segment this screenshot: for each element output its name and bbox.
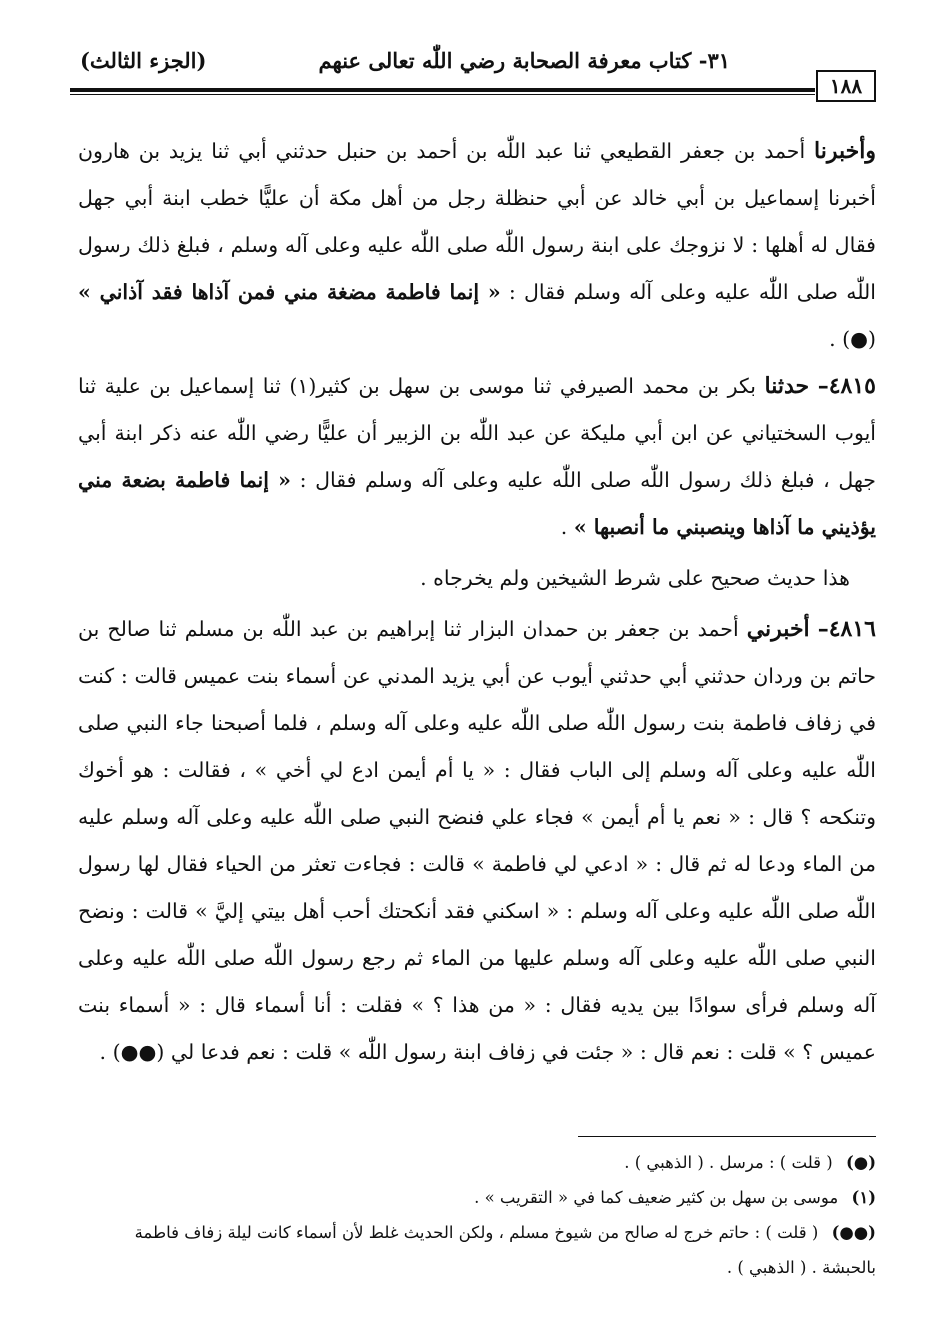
main-text [78, 128, 876, 1076]
authentication-note: هذا حديث صحيح على شرط الشيخين ولم يخرجاه . [420, 566, 850, 590]
page-number-text: ١٨٨ [829, 74, 863, 98]
paragraph-text: أحمد بن جعفر القطيعي ثنا عبد اللّٰه بن أحمد بن حنبل حدثني أبي ثنا يزيد بن هارون أخبرنا إسماعيل بن أبي خالد عن أبي حنظلة رجل من أهل مكة أن عليًّا خطب ابنة أبي جهل فقال له أهلها : لا نزوجك على ابنة رسول اللّٰه صلى اللّٰه عليه وعلى آله وسلم ، فبلغ ذلك رسول اللّٰه صلى اللّٰه عليه وعلى آله وسلم فقال : [78, 139, 876, 304]
footnote-marker: (●●) [831, 1223, 876, 1242]
paragraph-tail: (●●) . [99, 1040, 165, 1064]
page-number [816, 70, 876, 102]
footnotes [78, 1145, 876, 1285]
hadith-paragraph-4816 [78, 606, 876, 1076]
footnote-1 [78, 1145, 876, 1180]
footnote-text: موسى بن سهل بن كثير ضعيف كما في « التقريب » . [474, 1188, 839, 1207]
paragraph-tail: . [560, 515, 568, 539]
paragraph-tail: (●) . [829, 327, 876, 351]
header-rule-thin [70, 94, 815, 95]
hadith-paragraph-4815 [78, 363, 876, 551]
paragraph-lead: حدثنا [764, 373, 810, 399]
footnote-separator [578, 1136, 876, 1137]
paragraph-lead: أخبرني [746, 616, 810, 642]
paragraph-lead: وأخبرنا [814, 138, 876, 164]
footnote-text: ( قلت ) : مرسل . ( الذهبي ) . [624, 1153, 833, 1172]
prophetic-quote: « إنما فاطمة بضعة مني يؤذيني ما آذاها وينصبني ما أنصبها » [78, 468, 876, 539]
header-rule [70, 88, 815, 92]
running-header-title: ٣١- كتاب معرفة الصحابة رضي اللّٰه تعالى عنهم [318, 48, 730, 73]
paragraph-text: أحمد بن جعفر بن حمدان البزار ثنا إبراهيم بن عبد اللّٰه بن مسلم ثنا صالح بن حاتم بن وردان حدثني أبي حدثني أيوب عن أبي يزيد المدني عن أسماء بنت عميس قالت : كنت في زفاف فاطمة بنت رسول اللّٰه صلى اللّٰه عليه وعلى آله وسلم ، فلما أصبحنا جاء النبي صلى اللّٰه عليه وعلى آله وسلم إلى الباب فقال : « يا أم أيمن ادع لي أخي » ، فقالت : هو أخوك وتنكحه ؟ قال : « نعم يا أم أيمن » فجاء علي فنضح النبي صلى اللّٰه عليه وعلى آله وسلم عليه من الماء ودعا له ثم قال : « ادعي لي فاطمة » قالت : فجاءت تعثر من الحياء فقال لها رسول اللّٰه صلى اللّٰه عليه وعلى آله وسلم : « اسكني فقد أنكحتك أحب أهل بيتي إليَّ » قالت : ونضح النبي صلى اللّٰه عليه وعلى آله وسلم عليها من الماء ثم رجع رسول اللّٰه صلى اللّٰه عليه وعلى آله وسلم فرأى سوادًا بين يديه فقال : « من هذا ؟ » فقلت : أنا أسماء قال : « أسماء بنت عميس ؟ » قلت : نعم قال : « جئت في زفاف ابنة رسول اللّٰه » قلت : نعم فدعا لي [78, 617, 876, 1064]
footnote-3 [78, 1215, 876, 1285]
hadith-number: ٤٨١٥– [817, 373, 876, 399]
footnote-marker: (١) [851, 1188, 876, 1207]
hadith-number: ٤٨١٦– [817, 616, 876, 642]
footnote-2 [78, 1180, 876, 1215]
running-header-volume: (الجزء الثالث) [80, 48, 207, 73]
footnote-marker: (●) [845, 1153, 876, 1172]
paragraph-text: بكر بن محمد الصيرفي ثنا موسى بن سهل بن كثير(١) ثنا إسماعيل بن علية ثنا أيوب السختياني عن ابن أبي مليكة عن عبد اللّٰه بن الزبير أن عليًّا رضي اللّٰه عنه ذكر ابنة أبي جهل ، فبلغ ذلك رسول اللّٰه صلى اللّٰه عليه وعلى آله وسلم فقال : [78, 374, 876, 492]
prophetic-quote: « إنما فاطمة مضغة مني فمن آذاها فقد آذاني » [78, 280, 501, 304]
footnote-text: ( قلت ) : حاتم خرج له صالح من شيوخ مسلم ، ولكن الحديث غلط لأن أسماء كانت ليلة زفاف فاطمة بالحبشة . ( الذهبي ) . [134, 1223, 876, 1277]
hadith-paragraph-1 [78, 128, 876, 363]
